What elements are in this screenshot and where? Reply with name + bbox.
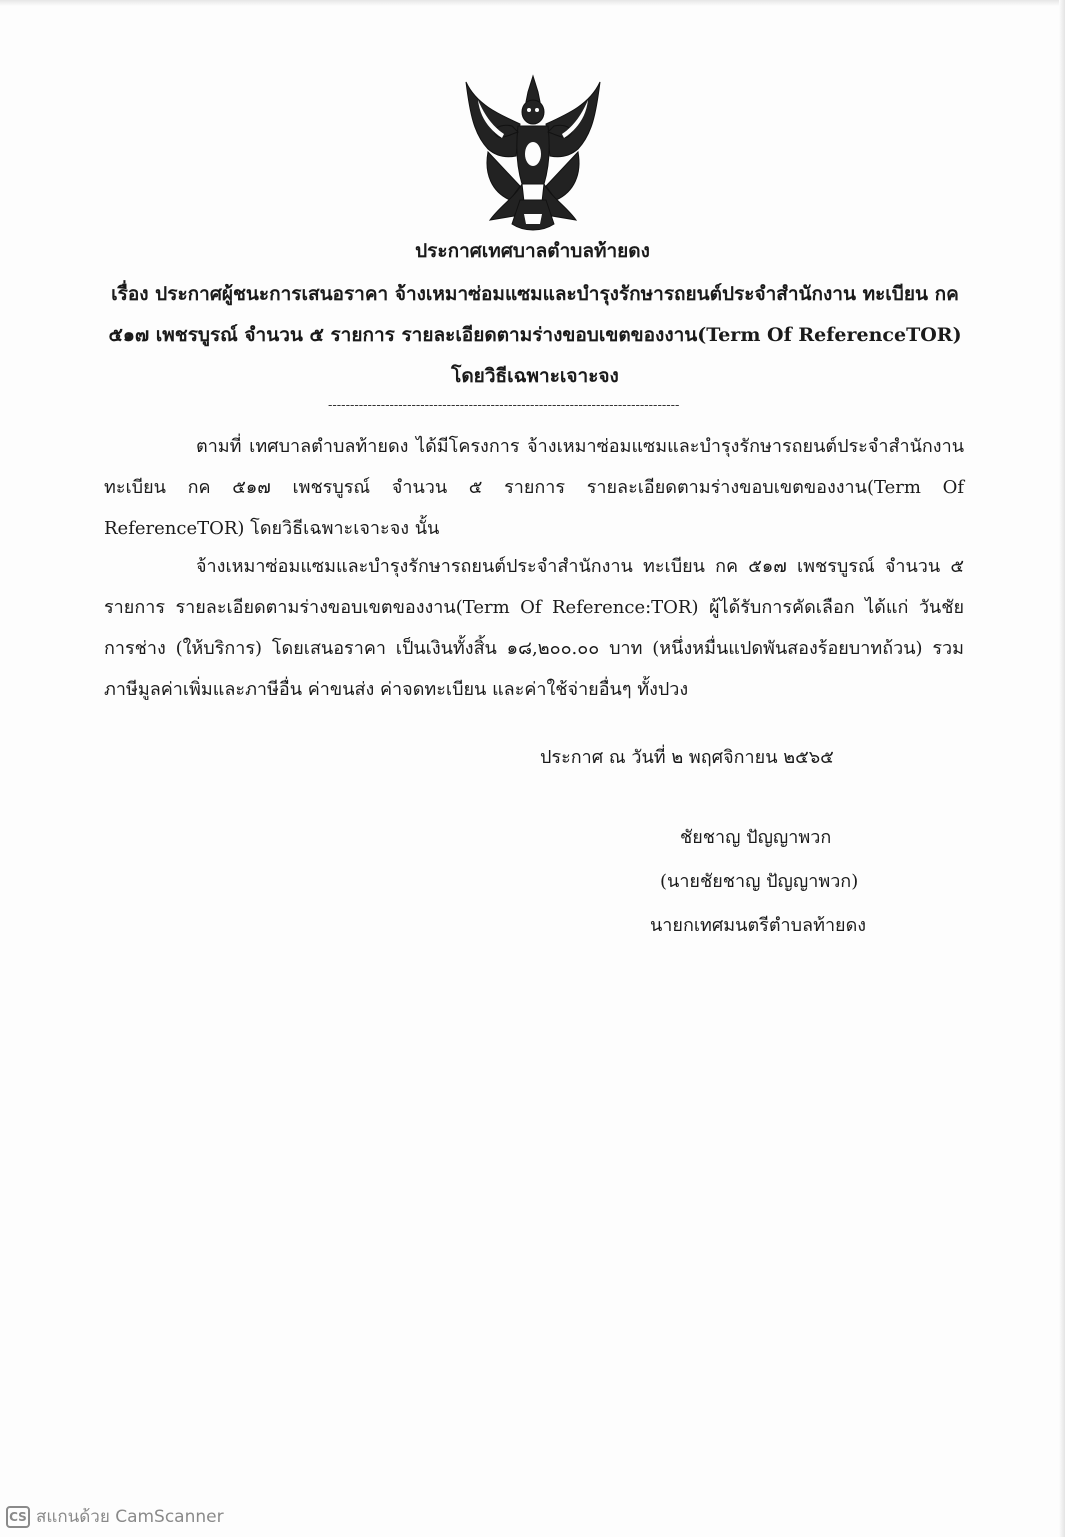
scan-edge-top (0, 0, 1065, 6)
signature-name: ชัยชาญ ปัญญาพวก (680, 827, 832, 848)
document-title: ประกาศเทศบาลตำบลท้ายดง (415, 240, 650, 262)
camscanner-watermark (6, 1503, 224, 1530)
garuda-emblem-icon (458, 74, 608, 234)
watermark-text: สแกนด้วย CamScanner (36, 1507, 224, 1527)
signature-position: นายกเทศมนตรีตำบลท้ายดง (650, 915, 867, 936)
paragraph-background: ตามที่ เทศบาลตำบลท้ายดง ได้มีโครงการ จ้างเหมาซ่อมแซมและบำรุงรักษารถยนต์ประจำสำนักงาน ทะเบียน กค ๕๑๗ เพชรบูรณ์ จำนวน ๕ รายการ รายละเอียดตามร่างขอบเขตของงาน(Term Of ReferenceTOR) โดยวิธีเฉพาะเจาะจง นั้น (104, 436, 964, 539)
camscanner-logo-icon: CS (6, 1506, 30, 1528)
paragraph-award: จ้างเหมาซ่อมแซมและบำรุงรักษารถยนต์ประจำสำนักงาน ทะเบียน กค ๕๑๗ เพชรบูรณ์ จำนวน ๕ รายการ รายละเอียดตามร่างขอบเขตของงาน(Term Of Reference:TOR) ผู้ได้รับการคัดเลือก ได้แก่ วันชัย การช่าง (ให้บริการ) โดยเสนอราคา เป็นเงินทั้งสิ้น ๑๘,๒๐๐.๐๐ บาท (หนึ่งหมื่นแปดพันสองร้อยบาทถ้วน) รวมภาษีมูลค่าเพิ่มและภาษีอื่น ค่าขนส่ง ค่าจดทะเบียน และค่าใช้จ่ายอื่นๆ ทั้งปวง (104, 556, 964, 700)
signature-full-name: (นายชัยชาญ ปัญญาพวก) (660, 871, 859, 892)
divider-line: -------------------------------------------------------------------------------- (328, 398, 680, 413)
document-subject: เรื่อง ประกาศผู้ชนะการเสนอราคา จ้างเหมาซ่อมแซมและบำรุงรักษารถยนต์ประจำสำนักงาน ทะเบียน กค ๕๑๗ เพชรบูรณ์ จำนวน ๕ รายการ รายละเอียดตามร่างขอบเขตของงาน(Term Of ReferenceTOR) โดยวิธีเฉพาะเจาะจง (108, 283, 962, 387)
announce-date: ประกาศ ณ วันที่ ๒ พฤศจิกายน ๒๕๖๕ (540, 747, 834, 768)
scan-edge-right (1059, 0, 1065, 1537)
